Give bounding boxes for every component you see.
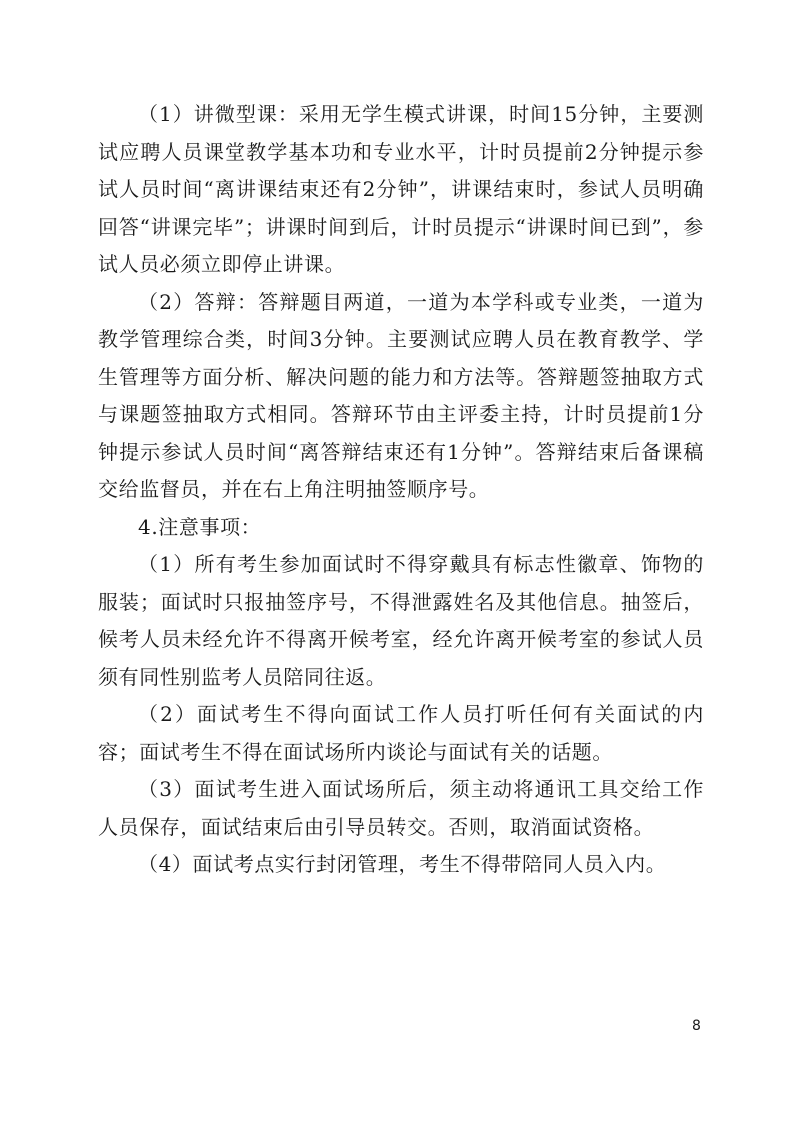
paragraph-note-3: （3）面试考生进入面试场所后，须主动将通讯工具交给工作人员保存，面试结束后由引导员转交。否则，取消面试资格。 xyxy=(98,777,704,839)
paragraph-micro-lesson: （1）讲微型课：采用无学生模式讲课，时间15分钟，主要测试应聘人员课堂教学基本功和专业水平，计时员提前2分钟提示参试人员时间“离讲课结束还有2分钟”，讲课结束时，参试人员明确回答“讲课完毕”；讲课时间到后，计时员提示“讲课时间已到”，参试人员必须立即停止讲课。 xyxy=(98,102,704,276)
paragraph-defense: （2）答辩：答辩题目两道，一道为本学科或专业类，一道为教学管理综合类，时间3分钟。主要测试应聘人员在教育教学、学生管理等方面分析、解决问题的能力和方法等。答辩题签抽取方式与课题签抽取方式相同。答辩环节由主评委主持，计时员提前1分钟提示参试人员时间“离答辩结束还有1分钟”。答辩结束后备课稿交给监督员，并在右上角注明抽签顺序号。 xyxy=(98,289,704,501)
paragraph-note-4: （4）面试考点实行封闭管理，考生不得带陪同人员入内。 xyxy=(138,852,667,876)
page-number: 8 xyxy=(692,1018,701,1034)
document-body xyxy=(98,96,704,884)
paragraph-note-1: （1）所有考生参加面试时不得穿戴具有标志性徽章、饰物的服装；面试时只报抽签序号，不得泄露姓名及其他信息。抽签后，候考人员未经允许不得离开候考室，经允许离开候考室的参试人员须有同性别监考人员陪同往返。 xyxy=(98,552,704,689)
section-heading-notes: 4.注意事项： xyxy=(138,514,262,539)
paragraph-note-2: （2）面试考生不得向面试工作人员打听任何有关面试的内容；面试考生不得在面试场所内谈论与面试有关的话题。 xyxy=(98,702,704,764)
